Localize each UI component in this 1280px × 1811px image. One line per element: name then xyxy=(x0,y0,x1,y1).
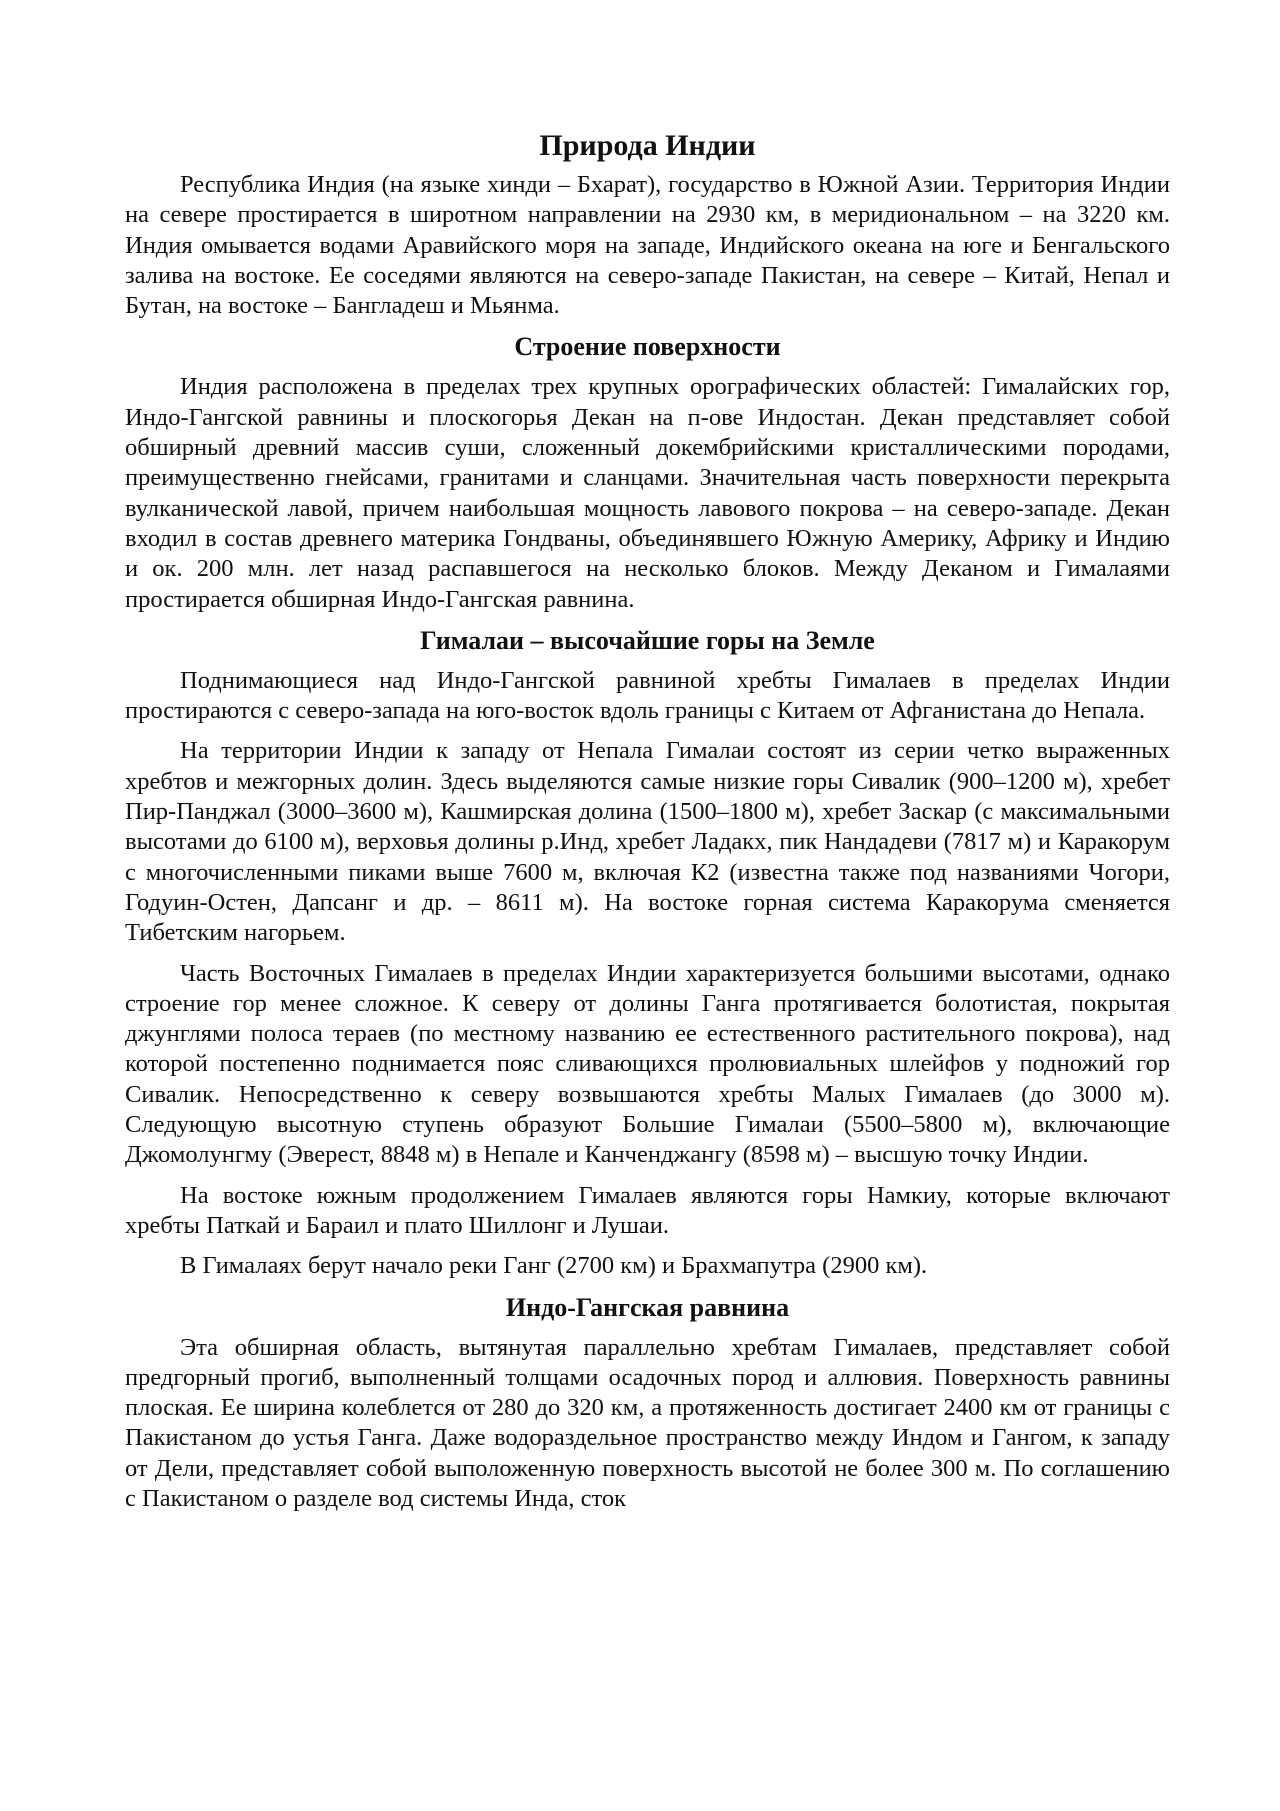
section-heading: Строение поверхности xyxy=(514,332,781,362)
section-himalayas xyxy=(125,624,1170,1282)
section-heading: Гималаи – высочайшие горы на Земле xyxy=(420,625,875,655)
section-intro xyxy=(125,170,1170,321)
paragraph: На востоке южным продолжением Гималаев являются горы Намкиу, которые включают хребты Паткай и Бараил и плато Шиллонг и Лушаи. xyxy=(125,1181,1170,1239)
paragraph: Поднимающиеся над Индо-Гангской равниной хребты Гималаев в пределах Индии простираются с северо-запада на юго-восток вдоль границы с Китаем от Афганистана до Непала. xyxy=(125,666,1170,725)
paragraph: Эта обширная область, вытянутая параллельно хребтам Гималаев, представляет собой предгорный прогиб, выполненный толщами осадочных пород и аллювия. Поверхность равнины плоская. Ее ширина колеблется от 280 до 320 км, а протяженность достигает 2400 км от границы с Пакистаном до устья Ганга. Даже водораздельное пространство между Индом и Гангом, к западу от Дели, представляет собой выположенную поверхность высотой не более 300 м. По соглашению с Пакистаном о разделе вод системы Инда, сток xyxy=(125,1333,1170,1512)
paragraph: Часть Восточных Гималаев в пределах Индии характеризуется большими высотами, однако строение гор менее сложное. К северу от долины Ганга протягивается болотистая, покрытая джунглями полоса тераев (по местному названию ее естественного растительного покрова), над которой постепенно поднимается пояс сливающихся пролювиальных шлейфов у подножий гор Сивалик. Непосредственно к северу возвышаются хребты Малых Гималаев (до 3000 м). Следующую высотную ступень образуют Большие Гималаи (5500–5800 м), включающие Джомолунгму (Эверест, 8848 м) в Непале и Канченджангу (8598 м) – высшую точку Индии. xyxy=(125,959,1170,1169)
section-surface-structure xyxy=(125,330,1170,614)
document-title: Природа Индии xyxy=(539,129,756,162)
document-page xyxy=(125,128,1170,1514)
paragraph: На территории Индии к западу от Непала Гималаи состоят из серии четко выраженных хребтов и межгорных долин. Здесь выделяются самые низкие горы Сивалик (900–1200 м), хребет Пир-Панджал (3000–3600 м), Кашмирская долина (1500–1800 м), хребет Заскар (с максимальными высотами до 6100 м), верховья долины р.Инд, хребет Ладакх, пик Нандадеви (7817 м) и Каракорум с многочисленными пиками выше 7600 м, включая К2 (известна также под названиями Чогори, Годуин-Остен, Дапсанг и др. – 8611 м). На востоке горная система Каракорума сменяется Тибетским нагорьем. xyxy=(125,737,1170,947)
paragraph: Республика Индия (на языке хинди – Бхарат), государство в Южной Азии. Территория Индии на севере простирается в широтном направлении на 2930 км, в меридиональном – на 3220 км. Индия омывается водами Аравийского моря на западе, Индийского океана на юге и Бенгальского залива на востоке. Ее соседями являются на северо-западе Пакистан, на севере – Китай, Непал и Бутан, на востоке – Бангладеш и Мьянма. xyxy=(125,171,1170,320)
paragraph: Индия расположена в пределах трех крупных орографических областей: Гималайских гор, Индо-Гангской равнины и плоскогорья Декан на п-ове Индостан. Декан представляет собой обширный древний массив суши, сложенный докембрийскими кристаллическими породами, преимущественно гнейсами, гранитами и сланцами. Значительная часть поверхности перекрыта вулканической лавой, причем наибольшая мощность лавового покрова – на северо-западе. Декан входил в состав древнего материка Гондваны, объединявшего Южную Америку, Африку и Индию и ок. 200 млн. лет назад распавшегося на несколько блоков. Между Деканом и Гималаями простирается обширная Индо-Гангская равнина. xyxy=(125,373,1170,613)
section-heading: Индо-Гангская равнина xyxy=(505,1292,790,1322)
paragraph: В Гималаях берут начало реки Ганг (2700 км) и Брахмапутра (2900 км). xyxy=(180,1252,928,1280)
section-indo-gangetic-plain xyxy=(125,1291,1170,1515)
